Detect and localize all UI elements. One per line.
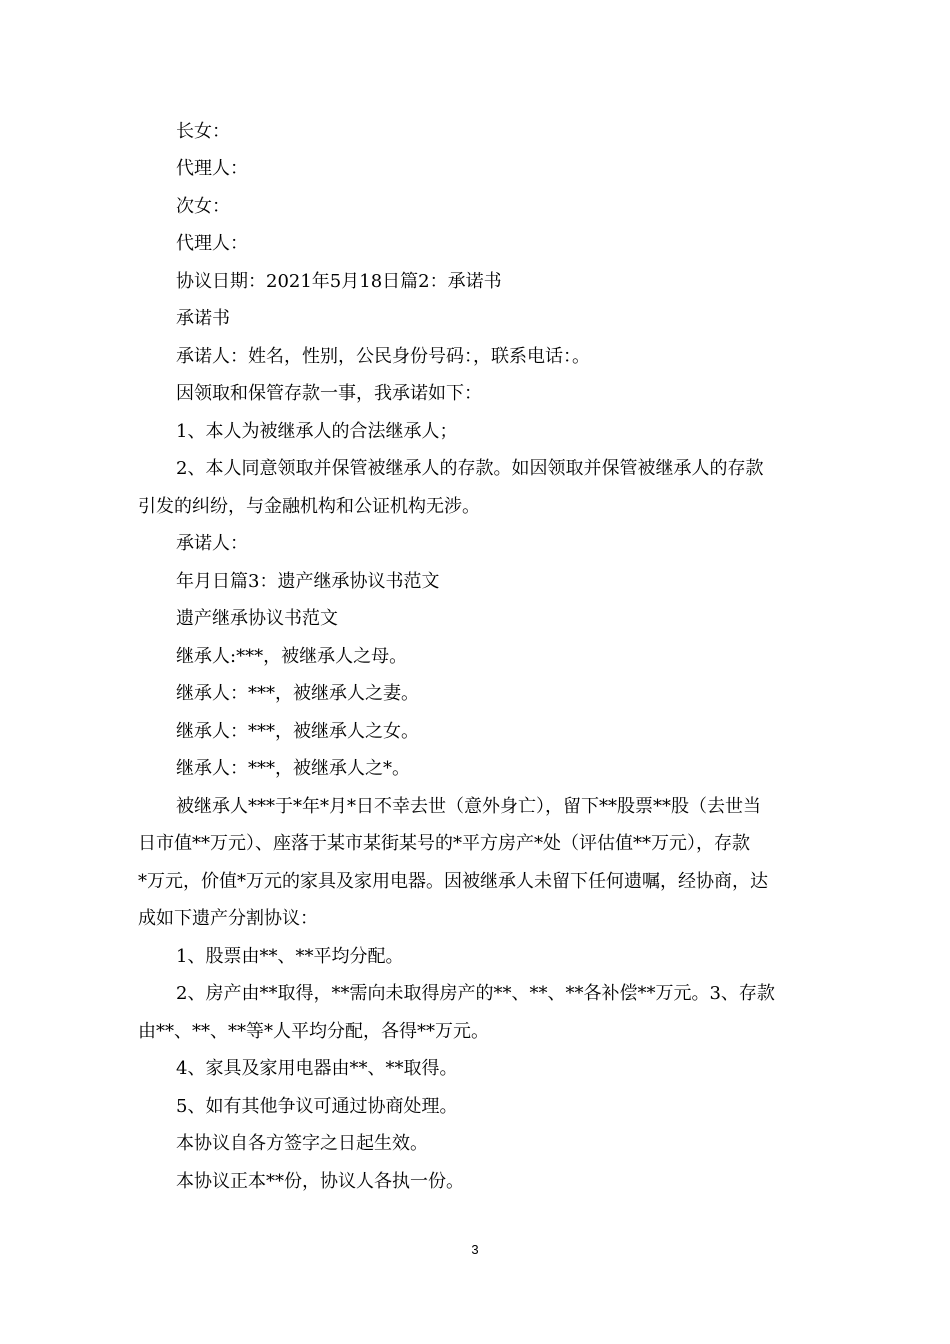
text-line-pledger-info: 承诺人：姓名，性别，公民身份号码：，联系电话：。 <box>176 346 590 367</box>
list-item-pledge-2-cont: 引发的纠纷，与金融机构和公证机构无涉。 <box>138 496 480 517</box>
paragraph-estate-line-4: 成如下遗产分割协议： <box>138 908 318 929</box>
page-number: 3 <box>471 1242 479 1257</box>
text-line-agent-1: 代理人： <box>176 158 248 179</box>
paragraph-estate-line-2: 日市值**万元）、座落于某市某街某号的*平方房产*处（评估值**万元），存款 <box>138 833 750 854</box>
list-item-division-5: 5、如有其他争议可通过协商处理。 <box>176 1096 458 1117</box>
list-item-division-2: 2、房产由**取得，**需向未取得房产的**、**、**各补偿**万元。3、存款 <box>176 983 775 1004</box>
text-line-heir-wife: 继承人：***，被继承人之妻。 <box>176 683 419 704</box>
list-item-division-3: 由**、**、**等*人平均分配，各得**万元。 <box>138 1021 489 1042</box>
text-line-heir-other: 继承人：***，被继承人之*。 <box>176 758 410 779</box>
text-line-heir-daughter: 继承人：***，被继承人之女。 <box>176 721 419 742</box>
text-line-pledger-sign: 承诺人： <box>176 533 248 554</box>
text-line-pledge-intro: 因领取和保管存款一事，我承诺如下： <box>176 383 482 404</box>
text-line-copies: 本协议正本**份，协议人各执一份。 <box>176 1171 464 1192</box>
text-line-second-daughter: 次女： <box>176 196 230 217</box>
section-title-pledge: 承诺书 <box>176 308 230 329</box>
paragraph-estate-line-1: 被继承人***于*年*月*日不幸去世（意外身亡），留下**股票**股（去世当 <box>176 796 761 817</box>
text-line-agent-2: 代理人： <box>176 233 248 254</box>
text-line-agreement-date: 协议日期：2021年5月18日篇2：承诺书 <box>176 271 502 292</box>
list-item-division-4: 4、家具及家用电器由**、**取得。 <box>176 1058 458 1079</box>
list-item-pledge-2: 2、本人同意领取并保管被继承人的存款。如因领取并保管被继承人的存款 <box>176 458 764 479</box>
text-line-date-section3: 年月日篇3：遗产继承协议书范文 <box>176 571 440 592</box>
section-title-inheritance: 遗产继承协议书范文 <box>176 608 338 629</box>
text-line-heir-mother: 继承人:***，被继承人之母。 <box>176 646 408 667</box>
text-line-elder-daughter: 长女： <box>176 121 230 142</box>
list-item-division-1: 1、股票由**、**平均分配。 <box>176 946 404 967</box>
list-item-pledge-1: 1、本人为被继承人的合法继承人； <box>176 421 458 442</box>
paragraph-estate-line-3: *万元，价值*万元的家具及家用电器。因被继承人未留下任何遗嘱，经协商，达 <box>138 871 768 892</box>
text-line-effective: 本协议自各方签字之日起生效。 <box>176 1133 428 1154</box>
